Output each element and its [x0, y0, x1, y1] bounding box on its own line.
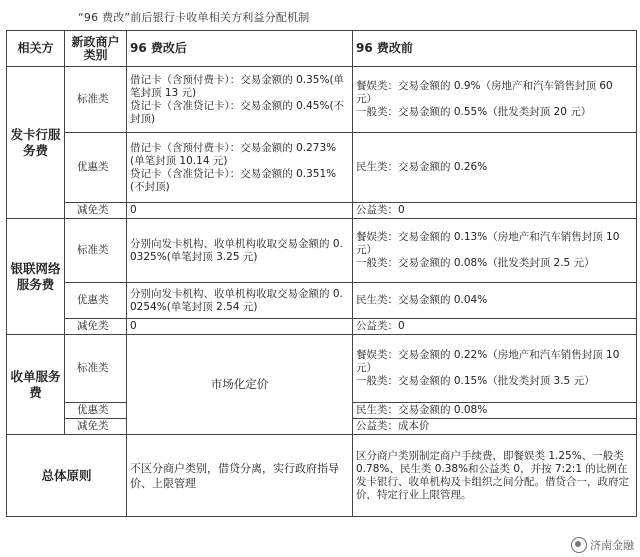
category-standard: 标准类 [65, 335, 127, 403]
principle-before: 区分商户类别制定商户手续费，即餐娱类 1.25%、一般类 0.78%、民生类 0.38%和公益类 0，并按 7:2:1 的比例在发卡银行、收单机构及卡组织之间分配。借贷合一，政府定价，特定行业上限管理。 [353, 435, 637, 517]
principle-after: 不区分商户类别，借贷分离，实行政府指导价、上限管理 [127, 435, 353, 517]
issuer-exempt-row [7, 203, 637, 219]
category-standard: 标准类 [65, 219, 127, 283]
fee-table [6, 30, 637, 517]
party-acquirer: 收单服务费 [7, 335, 65, 435]
table-caption: “96 费改”前后银行卡收单相关方利益分配机制 [78, 11, 310, 24]
category-preferential: 优惠类 [65, 133, 127, 203]
issuer-standard-before: 餐娱类：交易金额的 0.9%（房地产和汽车销售封顶 60 元） 一般类：交易金额的 0.55%（批发类封顶 20 元） [353, 67, 637, 133]
wechat-logo-icon [571, 537, 587, 553]
header-category: 新政商户类别 [65, 31, 127, 67]
acquirer-after-market-pricing: 市场化定价 [127, 335, 353, 435]
unionpay-preferential-row [7, 283, 637, 319]
category-preferential: 优惠类 [65, 403, 127, 419]
unionpay-standard-row [7, 219, 637, 283]
category-exempt: 减免类 [65, 203, 127, 219]
issuer-preferential-after: 借记卡（含预付费卡）：交易金额的 0.273%(单笔封顶 10.14 元) 贷记卡（含准贷记卡）：交易金额的 0.351%(不封顶) [127, 133, 353, 203]
unionpay-standard-after: 分别向发卡机构、收单机构收取交易金额的 0.0325%(单笔封顶 3.25 元) [127, 219, 353, 283]
party-unionpay: 银联网络服务费 [7, 219, 65, 335]
party-issuer: 发卡行服务费 [7, 67, 65, 219]
category-exempt: 减免类 [65, 319, 127, 335]
category-standard: 标准类 [65, 67, 127, 133]
issuer-standard-after: 借记卡（含预付费卡）：交易金额的 0.35%(单笔封顶 13 元) 贷记卡（含准贷记卡）：交易金额的 0.45%(不封顶) [127, 67, 353, 133]
issuer-preferential-before: 民生类：交易金额的 0.26% [353, 133, 637, 203]
principle-row [7, 435, 637, 517]
unionpay-preferential-after: 分别向发卡机构、收单机构收取交易金额的 0.0254%(单笔封顶 2.54 元) [127, 283, 353, 319]
category-preferential: 优惠类 [65, 283, 127, 319]
unionpay-standard-before: 餐娱类：交易金额的 0.13%（房地产和汽车销售封顶 10 元） 一般类：交易金额的 0.08%（批发类封顶 2.5 元） [353, 219, 637, 283]
watermark-text: 济南金融 [590, 539, 634, 552]
watermark [571, 537, 634, 553]
issuer-standard-row [7, 67, 637, 133]
unionpay-exempt-after: 0 [127, 319, 353, 335]
acquirer-preferential-before: 民生类：交易金额的 0.08% [353, 403, 637, 419]
issuer-exempt-before: 公益类：0 [353, 203, 637, 219]
header-party: 相关方 [7, 31, 65, 67]
unionpay-exempt-row [7, 319, 637, 335]
header-before: 96 费改前 [353, 31, 637, 67]
header-row [7, 31, 637, 67]
acquirer-standard-before: 餐娱类：交易金额的 0.22%（房地产和汽车销售封顶 10 元） 一般类：交易金额的 0.15%（批发类封顶 3.5 元） [353, 335, 637, 403]
category-exempt: 减免类 [65, 419, 127, 435]
issuer-preferential-row [7, 133, 637, 203]
acquirer-exempt-before: 公益类：成本价 [353, 419, 637, 435]
acquirer-standard-row [7, 335, 637, 403]
party-principle: 总体原则 [7, 435, 127, 517]
unionpay-preferential-before: 民生类：交易金额的 0.04% [353, 283, 637, 319]
issuer-exempt-after: 0 [127, 203, 353, 219]
unionpay-exempt-before: 公益类：0 [353, 319, 637, 335]
header-after: 96 费改后 [127, 31, 353, 67]
